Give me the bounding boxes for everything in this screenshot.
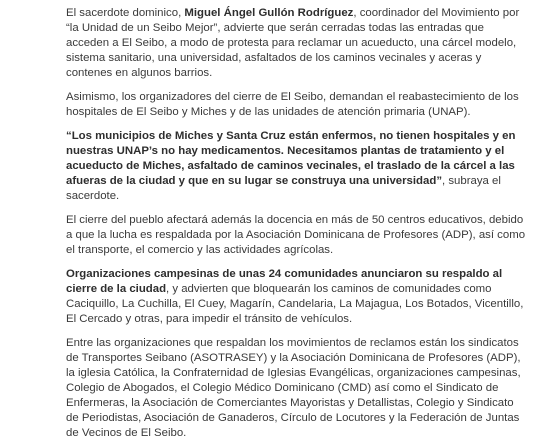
paragraph-6 — [66, 336, 526, 441]
paragraph-text: , y advierten que bloquearán los caminos de comunidades como Caciquillo, La Cuchilla, El Cuey, Magarín, Candelaria, La Majagua, Los Botados, Vicentillo, El Cercado y otras, para impedir el tránsito de vehículos. — [66, 283, 524, 325]
quote-text: “Los municipios de Miches y Santa Cruz están enfermos, no tienen hospitales y en nuestras UNAP’s no hay medicamentos. Necesitamos plantas de tratamiento y el acueducto de Miches, asfaltado de caminos vecinales, el traslado de la cárcel a las afueras de la ciudad y que en su lugar se construya una universidad” — [66, 130, 516, 187]
paragraph-2 — [66, 90, 526, 120]
paragraph-3-quote — [66, 129, 526, 204]
paragraph-text: , subraya el sacerdote. — [66, 175, 501, 202]
paragraph-text: , coordinador del Movimiento por “la Unidad de un Seibo Mejor”, advierte que serán cerradas todas las entradas que acceden a El Seibo, a modo de protesta para reclamar un acueducto, una cárcel modelo, sistema sanitario, una universidad, asfaltados de los caminos vecinales y aceras y contenes en algunos barrios. — [66, 7, 520, 79]
person-name: Miguel Ángel Gullón Rodríguez — [184, 7, 354, 19]
paragraph-4 — [66, 213, 526, 258]
paragraph-text: Asimismo, los organizadores del cierre de El Seibo, demandan el reabastecimiento de los hospitales de El Seibo y Miches y de las unidades de atención primaria (UNAP). — [66, 91, 519, 118]
paragraph-text: El sacerdote dominico, — [66, 7, 185, 19]
paragraph-5 — [66, 267, 526, 327]
paragraph-text: El cierre del pueblo afectará además la docencia en más de 50 centros educativos, debido a que la lucha es respaldada por la Asociación Dominicana de Profesores (ADP), así como el transporte, el comercio y las actividades agrícolas. — [66, 214, 526, 256]
highlight-text: Organizaciones campesinas de unas 24 comunidades anunciaron su respaldo al cierre de la ciudad — [66, 268, 503, 295]
paragraph-text: Entre las organizaciones que respaldan los movimientos de reclamos están los sindicatos de Transportes Seibano (ASOTRASEY) y la Asociación Dominicana de Profesores (ADP), la iglesia Católica, la Confraternidad de Iglesias Evangélicas, organizaciones campesinas, Colegio de Abogados, el Colegio Médico Dominicano (CMD) así como el Sindicato de Enfermeras, la Asociación de Comerciantes Mayoristas y Detallistas, Colegio y Sindicato de Periodistas, Asociación de Ganaderos, Círculo de Locutores y la Federación de Juntas de Vecinos de El Seibo. — [66, 337, 521, 439]
paragraph-1 — [66, 6, 526, 81]
